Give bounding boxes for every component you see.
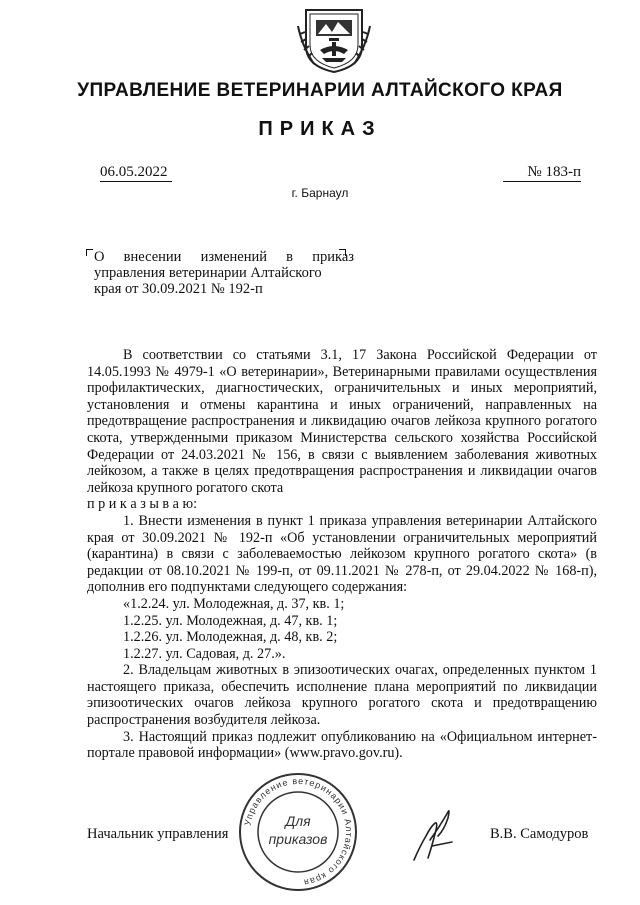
signer-name: В.В. Самодуров <box>490 826 589 842</box>
document-body <box>87 347 597 762</box>
document-subject <box>94 249 354 297</box>
round-seal-icon <box>236 770 360 894</box>
bracket-left-icon <box>86 249 93 256</box>
paragraph-2: 2. Владельцам животных в эпизоотических очагах, определенных пунктом 1 настоящего приказа, обеспечить исполнение плана мероприятий по ликвидации эпизоотических очагов лейкоза крупного рогатого скота и предотвращению распространения возбудителя лейкоза. <box>87 662 597 729</box>
stamp-inner-line: приказов <box>268 831 328 847</box>
list-item: 1.2.26. ул. Молодежная, д. 48, кв. 2; <box>123 629 338 646</box>
subject-line: О внесении изменений в приказ <box>94 249 354 265</box>
list-item: 1.2.25. ул. Молодежная, д. 47, кв. 1; <box>123 612 338 629</box>
document-type: ПРИКАЗ <box>258 118 382 140</box>
paragraph-3: 3. Настоящий приказ подлежит опубликованию на «Официальном интернет-портале правовой информации» (www.pravo.gov.ru). <box>87 728 597 762</box>
signer-position: Начальник управления <box>87 826 229 842</box>
preamble-paragraph: В соответствии со статьями 3.1, 17 Закона Российской Федерации от 14.05.1993 № 4979-1 «О ветеринарии», Ветеринарными правилами осуществления профилактических, диагностических, ограничительных и иных мероприятий, установления и отмены карантина и иных ограничений, направленных на предотвращение распространения и ликвидацию очагов лейкоза крупного рогатого скота, утвержденными приказом Министерства сельского хозяйства Российской Федерации от 24.03.2021 № 156, в связи с выявлением заболевания животных лейкозом, а также в целях предотвращения распространения и ликвидации очагов лейкоза крупного рогатого скота <box>87 347 597 496</box>
subject-line: края от 30.09.2021 № 192-п <box>94 281 263 297</box>
paragraph-1: 1. Внести изменения в пункт 1 приказа управления ветеринарии Алтайского края от 30.09.2021 № 192-п «Об установлении ограничительных мероприятий (карантина) в связи с заболеваемостью лейкозом крупного рогатого скота» (в редакции от 08.10.2021 № 199-п, от 09.11.2021 № 278-п, от 29.04.2022 № 168-п), дополнив его подпунктами следующего содержания: <box>87 512 597 596</box>
order-word: п р и к а з ы в а ю: <box>87 496 198 513</box>
document-date: 06.05.2022 <box>100 163 172 182</box>
document-city: г. Барнаул <box>291 186 349 200</box>
bracket-right-icon <box>339 249 346 256</box>
handwritten-signature-icon <box>408 806 456 868</box>
stamp-outer-text: Управление ветеринарии Алтайского края <box>242 775 355 888</box>
subject-line: управления ветеринарии Алтайского <box>94 265 322 281</box>
organization-title: УПРАВЛЕНИЕ ВЕТЕРИНАРИИ АЛТАЙСКОГО КРАЯ <box>77 80 563 101</box>
list-item: «1.2.24. ул. Молодежная, д. 37, кв. 1; <box>123 595 345 612</box>
stamp-inner-line: Для <box>285 813 311 829</box>
list-item: 1.2.27. ул. Садовая, д. 27.». <box>123 645 286 662</box>
coat-of-arms-icon <box>296 6 372 74</box>
document-number: № 183-п <box>503 163 581 182</box>
